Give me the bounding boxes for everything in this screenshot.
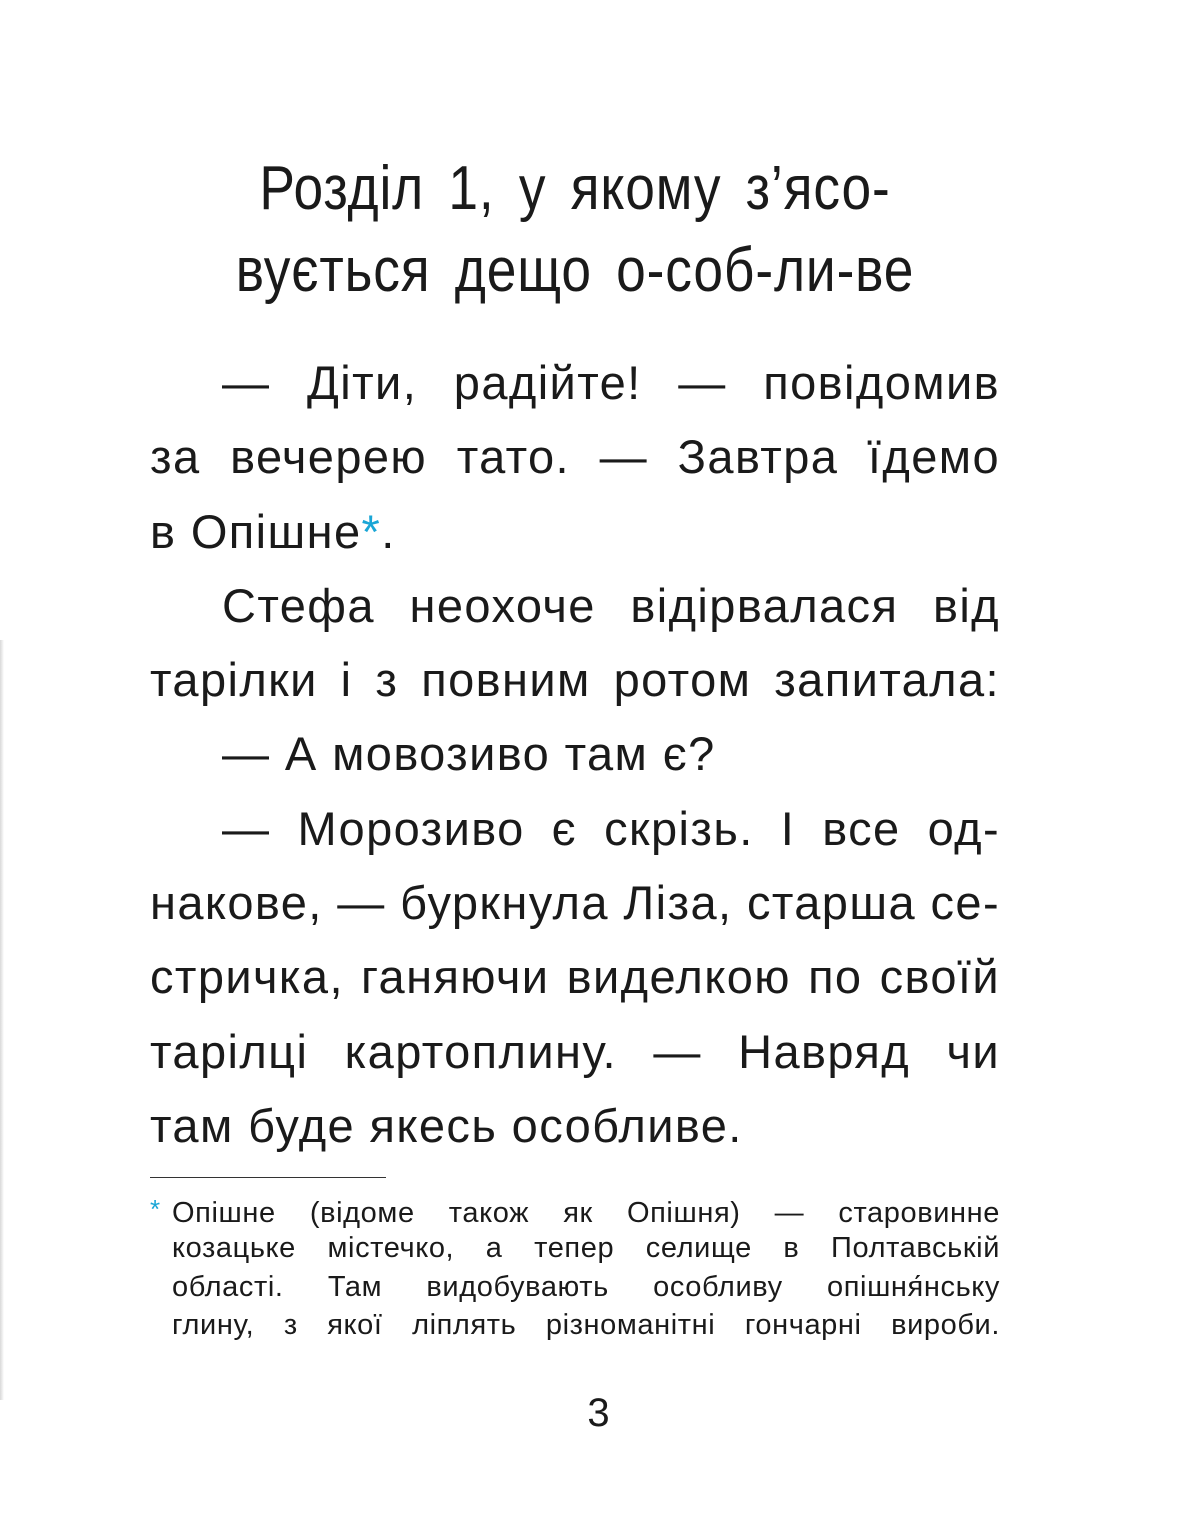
- body-line-text: за вечерею тато. — Завтра їдемо: [150, 430, 1000, 484]
- footnote-line: [150, 1306, 1000, 1345]
- page-number: 3: [587, 1391, 610, 1435]
- footnote-line: [150, 1268, 1000, 1307]
- footnote-separator: [150, 1177, 386, 1178]
- footnote-line: [150, 1229, 1000, 1268]
- body-line-text: — Морозиво є скрізь. І все од-: [222, 801, 1000, 855]
- footnote-line-text: козацьке містечко, а тепер селище в Полтавській: [172, 1231, 1000, 1264]
- body-line-text: стричка, ганяючи виделкою по своїй: [150, 950, 1000, 1004]
- body-line-text: Стефа неохоче відірвалася від: [222, 578, 1000, 632]
- body-line: [150, 940, 1000, 1014]
- body-line: [150, 717, 1000, 791]
- body-line: [150, 420, 1000, 494]
- body-line: [150, 792, 1000, 866]
- page-edge-shadow: [0, 640, 4, 1400]
- body-text: [150, 346, 1000, 1163]
- body-line-text: тарілці картоплину. — Навряд чи: [150, 1024, 1000, 1078]
- chapter-title: [210, 148, 941, 312]
- body-line-text: в Опішне: [150, 504, 362, 558]
- body-line: [150, 1015, 1000, 1089]
- footnote-line-text: глину, з якої ліплять різноманітні гончарні вироби.: [172, 1309, 1000, 1342]
- body-line: [150, 643, 1000, 717]
- body-line: [150, 495, 1000, 569]
- footnote-line-text: області. Там видобувають особливу опішня́нську: [172, 1270, 1000, 1303]
- body-line-text: — А мовозиво там є?: [222, 727, 716, 781]
- body-line: [150, 866, 1000, 940]
- footnote-asterisk-icon: *: [150, 1194, 161, 1224]
- body-line: [150, 346, 1000, 420]
- footnote-line-text: Опішне (відоме також як Опішня) — старовинне: [172, 1197, 1000, 1229]
- body-line-text: тарілки і з повним ротом запитала:: [150, 653, 1000, 707]
- footnote-marker-link[interactable]: *: [361, 504, 382, 558]
- body-line-tail: .: [381, 504, 396, 558]
- footnote-line: [150, 1190, 1000, 1229]
- body-line-text: — Діти, радійте! — повідомив: [222, 356, 1000, 409]
- chapter-title-line-1: Розділ 1, у якому з’ясо-: [259, 154, 891, 223]
- body-line: [150, 569, 1000, 643]
- body-line-text: там буде якесь особливе.: [150, 1098, 743, 1152]
- body-line: [150, 1089, 1000, 1163]
- footnote: [150, 1190, 1000, 1345]
- chapter-title-line-2: вується дещо о-соб-ли-ве: [235, 236, 915, 305]
- body-line-text: накове, — буркнула Ліза, старша се-: [150, 876, 1000, 930]
